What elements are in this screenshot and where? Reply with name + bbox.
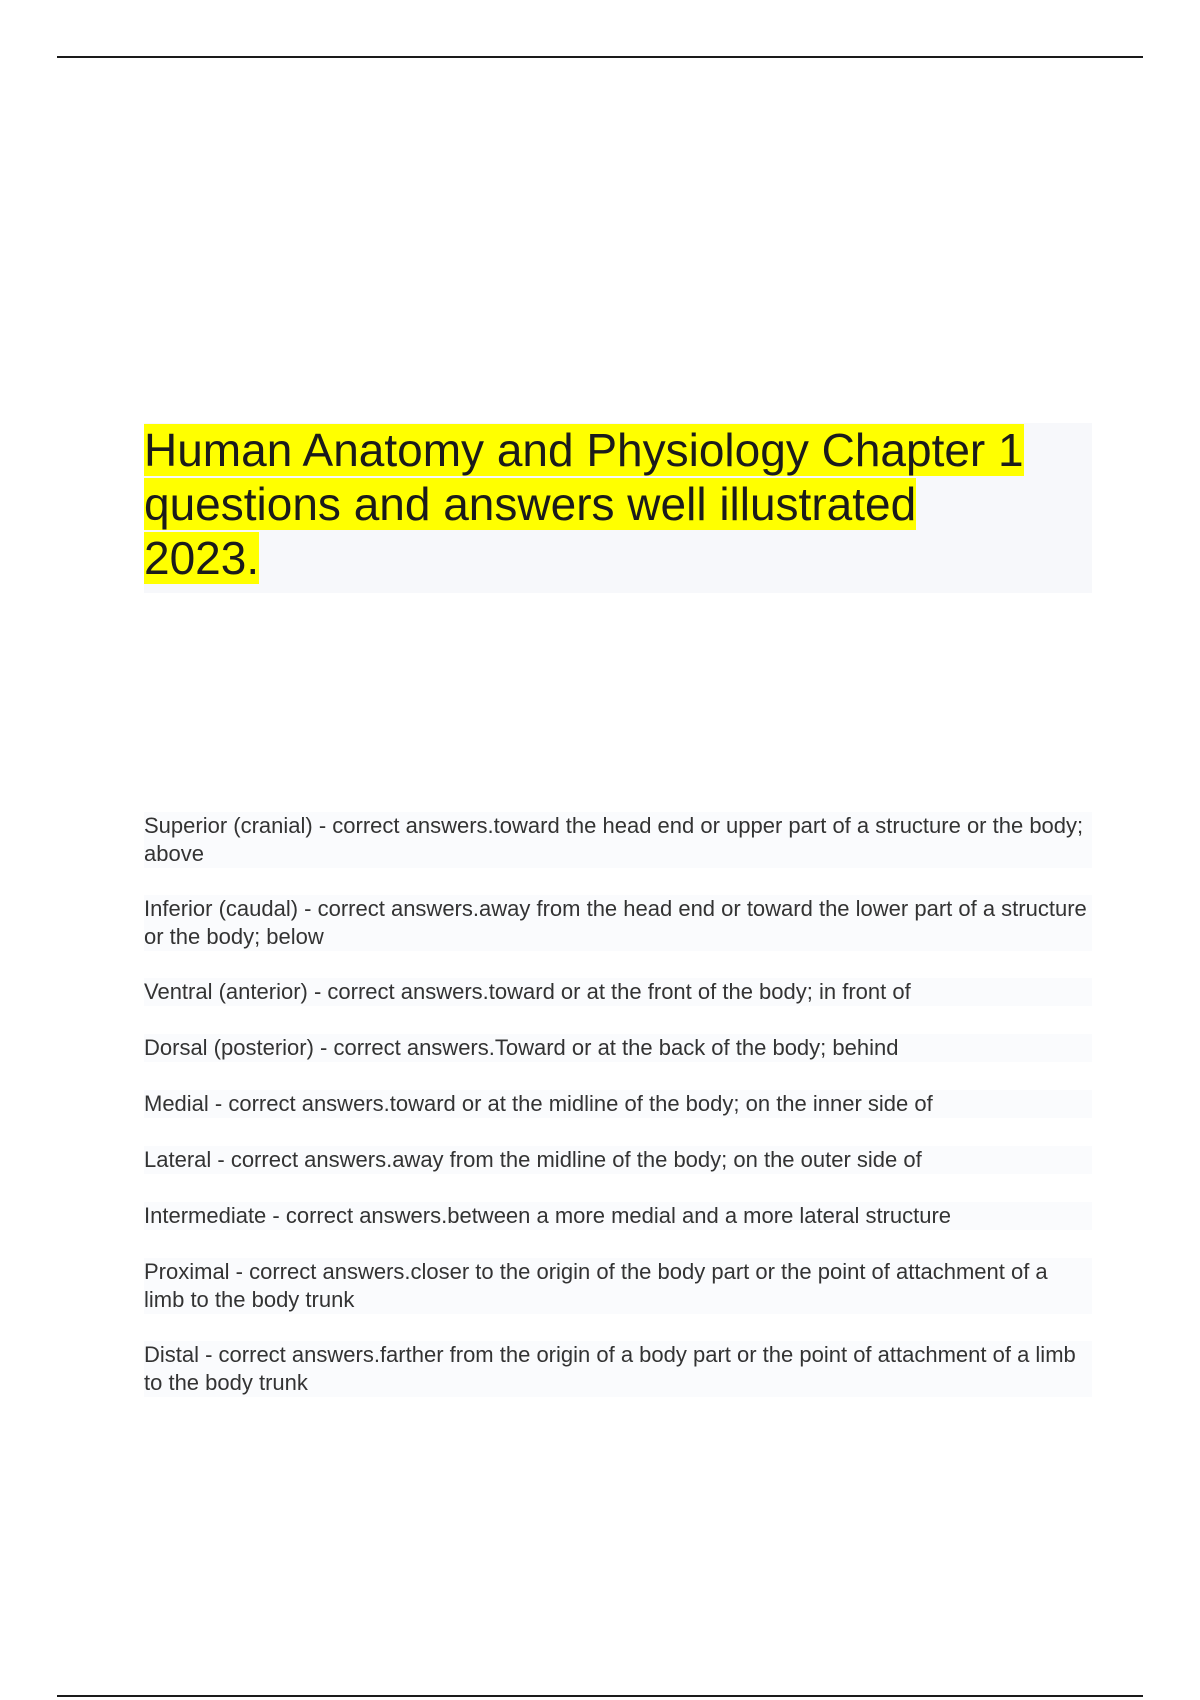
qa-entry: Proximal - correct answers.closer to the origin of the body part or the point of attachment of a limb to the body trunk xyxy=(144,1258,1092,1314)
top-rule xyxy=(57,56,1143,58)
qa-entry: Medial - correct answers.toward or at the midline of the body; on the inner side of xyxy=(144,1090,1092,1118)
title-line-3: 2023. xyxy=(144,532,260,584)
title-block xyxy=(144,423,1092,593)
qa-entry: Superior (cranial) - correct answers.toward the head end or upper part of a structure or the body; above xyxy=(144,812,1092,868)
qa-entry: Distal - correct answers.farther from the origin of a body part or the point of attachment of a limb to the body trunk xyxy=(144,1341,1092,1397)
qa-entry: Lateral - correct answers.away from the midline of the body; on the outer side of xyxy=(144,1146,1092,1174)
qa-entry: Intermediate - correct answers.between a more medial and a more lateral structure xyxy=(144,1202,1092,1230)
qa-entry: Inferior (caudal) - correct answers.away from the head end or toward the lower part of a structure or the body; below xyxy=(144,895,1092,951)
title-line-2: questions and answers well illustrated xyxy=(144,478,917,530)
qa-entry: Dorsal (posterior) - correct answers.Toward or at the back of the body; behind xyxy=(144,1034,1092,1062)
document-title xyxy=(144,423,1092,585)
qa-entry: Ventral (anterior) - correct answers.toward or at the front of the body; in front of xyxy=(144,978,1092,1006)
bottom-rule xyxy=(57,1695,1143,1697)
qa-list xyxy=(144,812,1092,1424)
title-line-1: Human Anatomy and Physiology Chapter 1 xyxy=(144,424,1024,476)
